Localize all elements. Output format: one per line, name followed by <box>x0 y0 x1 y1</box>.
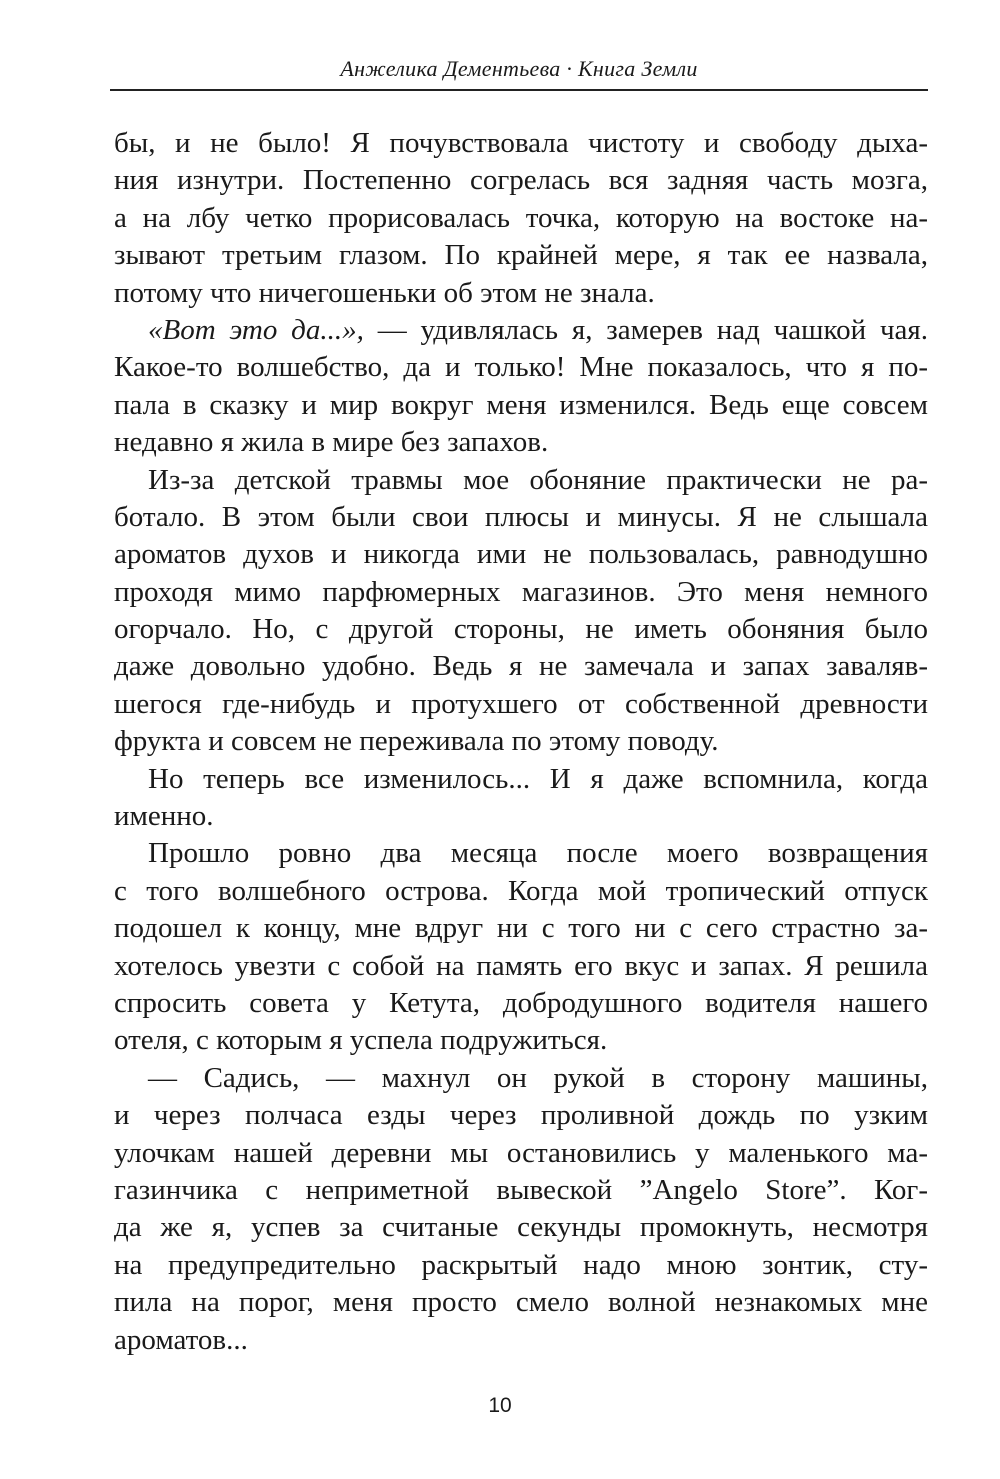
text-line: улочкам нашей деревни мы остановились у маленького ма- <box>114 1136 928 1169</box>
text-line: хотелось увезти с собой на память его вкус и запах. Я решила <box>114 949 928 982</box>
text-line: даже довольно удобно. Ведь я не замечала и запах заваляв- <box>114 650 928 683</box>
running-header: Анжелика Дементьева · Книга Земли <box>340 56 698 81</box>
text-line: огорчало. Но, с другой стороны, не иметь обоняния было <box>114 613 928 646</box>
text-line: ботало. В этом были свои плюсы и минусы. Я не слышала <box>114 500 928 533</box>
text-line: бы, и не было! Я почувствовала чистоту и свободу дыха- <box>114 127 928 159</box>
text-line: а на лбу четко прорисовалась точка, которую на востоке на- <box>114 201 928 234</box>
text-line: спросить совета у Кетута, добродушного водителя нашего <box>114 986 928 1019</box>
text-line: газинчика с неприметной вывеской ”Angelo Store”. Ког- <box>114 1173 928 1206</box>
text-line: пала в сказку и мир вокруг меня изменился. Ведь еще совсем <box>114 388 928 421</box>
text-line: зывают третьим глазом. По крайней мере, я так ее назвала, <box>114 239 928 272</box>
text-line: пила на порог, меня просто смело волной незнакомых мне <box>114 1286 928 1319</box>
text-line: на предупредительно раскрытый надо мною зонтик, сту- <box>114 1248 928 1281</box>
text-line: шегося где-нибудь и протухшего от собственной древности <box>114 687 928 720</box>
text-line: ароматов духов и никогда ими не пользовалась, равнодушно <box>114 538 928 571</box>
text-line: — удивлялась я, замерев над чашкой чая. <box>377 313 929 346</box>
text-line: да же я, успев за считаные секунды промокнуть, несмотря <box>114 1211 928 1244</box>
body-text <box>114 125 928 1359</box>
text-line: отеля, с которым я успела подружиться. <box>114 1024 608 1057</box>
text-line: — Садись, — махнул он рукой в сторону машины, <box>148 1061 928 1094</box>
text-line: потому что ничегошеньки об этом не знала. <box>114 276 655 309</box>
text-line: Но теперь все изменилось... И я даже вспомнила, когда <box>148 762 928 795</box>
text-line: именно. <box>114 800 214 833</box>
header-divider <box>110 89 928 91</box>
text-line: подошел к концу, мне вдруг ни с того ни с сего страстно за- <box>114 912 928 945</box>
text-line-with-quote <box>114 312 928 349</box>
text-line: с того волшебного острова. Когда мой тропический отпуск <box>114 874 928 907</box>
text-line: недавно я жила в мире без запахов. <box>114 426 549 459</box>
text-line: Какое-то волшебство, да и только! Мне показалось, что я по- <box>114 351 928 384</box>
text-line: ароматов... <box>114 1323 248 1356</box>
text-line: Из-за детской травмы мое обоняние практически не ра- <box>148 463 928 496</box>
text-line: и через полчаса езды через проливной дождь по узким <box>114 1099 928 1132</box>
text-line: проходя мимо парфюмерных магазинов. Это меня немного <box>114 575 928 608</box>
text-line: Прошло ровно два месяца после моего возвращения <box>148 837 928 870</box>
text-line: фрукта и совсем не переживала по этому поводу. <box>114 725 719 758</box>
page-number: 10 <box>488 1394 512 1417</box>
italic-quote: «Вот это да...», <box>148 313 364 346</box>
text-line: ния изнутри. Постепенно согрелась вся задняя часть мозга, <box>114 164 928 197</box>
